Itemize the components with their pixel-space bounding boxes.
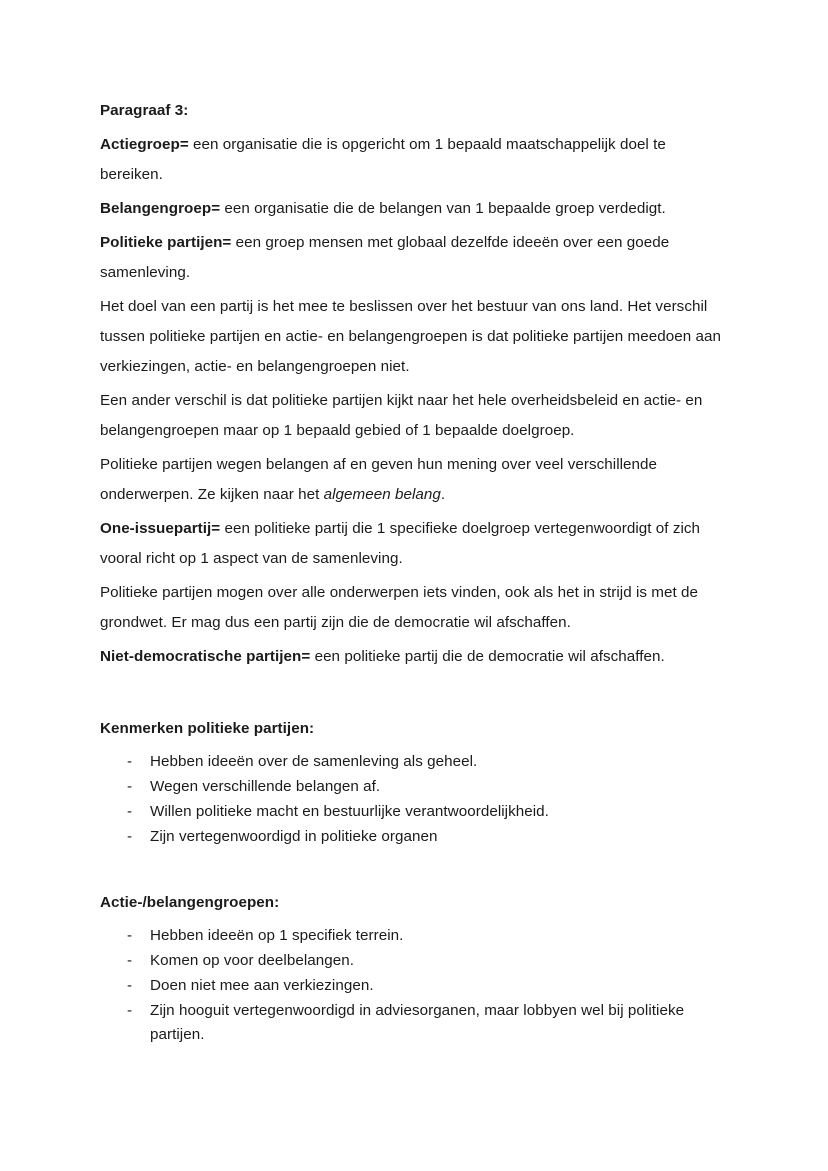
list-item [100, 825, 722, 849]
list-item [100, 949, 722, 973]
paragraph-grondwet: Politieke partijen mogen over alle onderwerpen iets vinden, ook als het in strijd is met de grondwet. Er mag dus een partij zijn die de democratie wil afschaffen. [100, 584, 699, 631]
paragraph-text-after: . [440, 486, 446, 503]
dash-bullet-icon: - [127, 927, 133, 944]
definition-text: een politieke partij die 1 specifieke doelgroep vertegenwoordigt of zich vooral richt op 1 aspect van de samenleving. [100, 520, 701, 567]
paragraph-algemeen-belang [100, 450, 722, 510]
list-item [100, 999, 722, 1047]
list-item [100, 974, 722, 998]
definition-text: een organisatie die de belangen van 1 bepaalde groep verdedigt. [220, 200, 666, 217]
list-kenmerken-politieke-partijen [100, 750, 722, 849]
blank-line-spacer [100, 676, 722, 714]
dash-bullet-icon: - [127, 828, 133, 845]
list-item [100, 750, 722, 774]
list-item-label: Hebben ideeën over de samenleving als geheel. [150, 753, 478, 770]
paragraph-ander-verschil: Een ander verschil is dat politieke partijen kijkt naar het hele overheidsbeleid en actie- en belangengroepen maar op 1 bepaald gebied of 1 bepaalde doelgroep. [100, 392, 703, 439]
list-actie-belangengroepen [100, 924, 722, 1047]
section-heading-kenmerken-politieke-partijen: Kenmerken politieke partijen: [100, 720, 315, 737]
dash-bullet-icon: - [127, 803, 133, 820]
paragraph-doel-partij: Het doel van een partij is het mee te beslissen over het bestuur van ons land. Het verschil tussen politieke partijen en actie- en belangengroepen is dat politieke partijen meedoen aan verkiezingen, actie- en belangengroepen niet. [100, 298, 721, 375]
definition-term: Politieke partijen= [100, 234, 232, 251]
list-item [100, 800, 722, 824]
page-title: Paragraaf 3: [100, 102, 189, 119]
definition-term: One-issuepartij= [100, 520, 221, 537]
list-item-label: Zijn hooguit vertegenwoordigd in adviesorganen, maar lobbyen wel bij politieke partijen. [150, 1002, 685, 1043]
dash-bullet-icon: - [127, 952, 133, 969]
definition-one-issuepartij [100, 514, 722, 574]
document-content [100, 96, 722, 1047]
definition-text: een politieke partij die de democratie wil afschaffen. [310, 648, 665, 665]
list-item-label: Hebben ideeën op 1 specifiek terrein. [150, 927, 404, 944]
definition-politieke-partijen [100, 228, 722, 288]
paragraph-text-before: Politieke partijen wegen belangen af en geven hun mening over veel verschillende onderwerpen. Ze kijken naar het [100, 456, 658, 503]
definition-text: een organisatie die is opgericht om 1 bepaald maatschappelijk doel te bereiken. [100, 136, 666, 183]
definition-belangengroep [100, 194, 722, 224]
dash-bullet-icon: - [127, 753, 133, 770]
list-item-label: Zijn vertegenwoordigd in politieke organen [150, 828, 438, 845]
dash-bullet-icon: - [127, 977, 133, 994]
section-heading-actie-belangengroepen: Actie-/belangengroepen: [100, 894, 280, 911]
definition-text: een groep mensen met globaal dezelfde ideeën over een goede samenleving. [100, 234, 670, 281]
italic-phrase: algemeen belang [323, 486, 441, 503]
list-item [100, 775, 722, 799]
definition-term: Actiegroep= [100, 136, 189, 153]
list-item-label: Komen op voor deelbelangen. [150, 952, 355, 969]
blank-line-spacer [100, 850, 722, 888]
definition-term: Belangengroep= [100, 200, 221, 217]
list-item-label: Willen politieke macht en bestuurlijke verantwoordelijkheid. [150, 803, 549, 820]
list-item-label: Wegen verschillende belangen af. [150, 778, 381, 795]
definition-term: Niet-democratische partijen= [100, 648, 311, 665]
dash-bullet-icon: - [127, 1002, 133, 1019]
list-item [100, 924, 722, 948]
definition-actiegroep [100, 130, 722, 190]
definition-niet-democratische-partijen [100, 642, 722, 672]
dash-bullet-icon: - [127, 778, 133, 795]
list-item-label: Doen niet mee aan verkiezingen. [150, 977, 374, 994]
